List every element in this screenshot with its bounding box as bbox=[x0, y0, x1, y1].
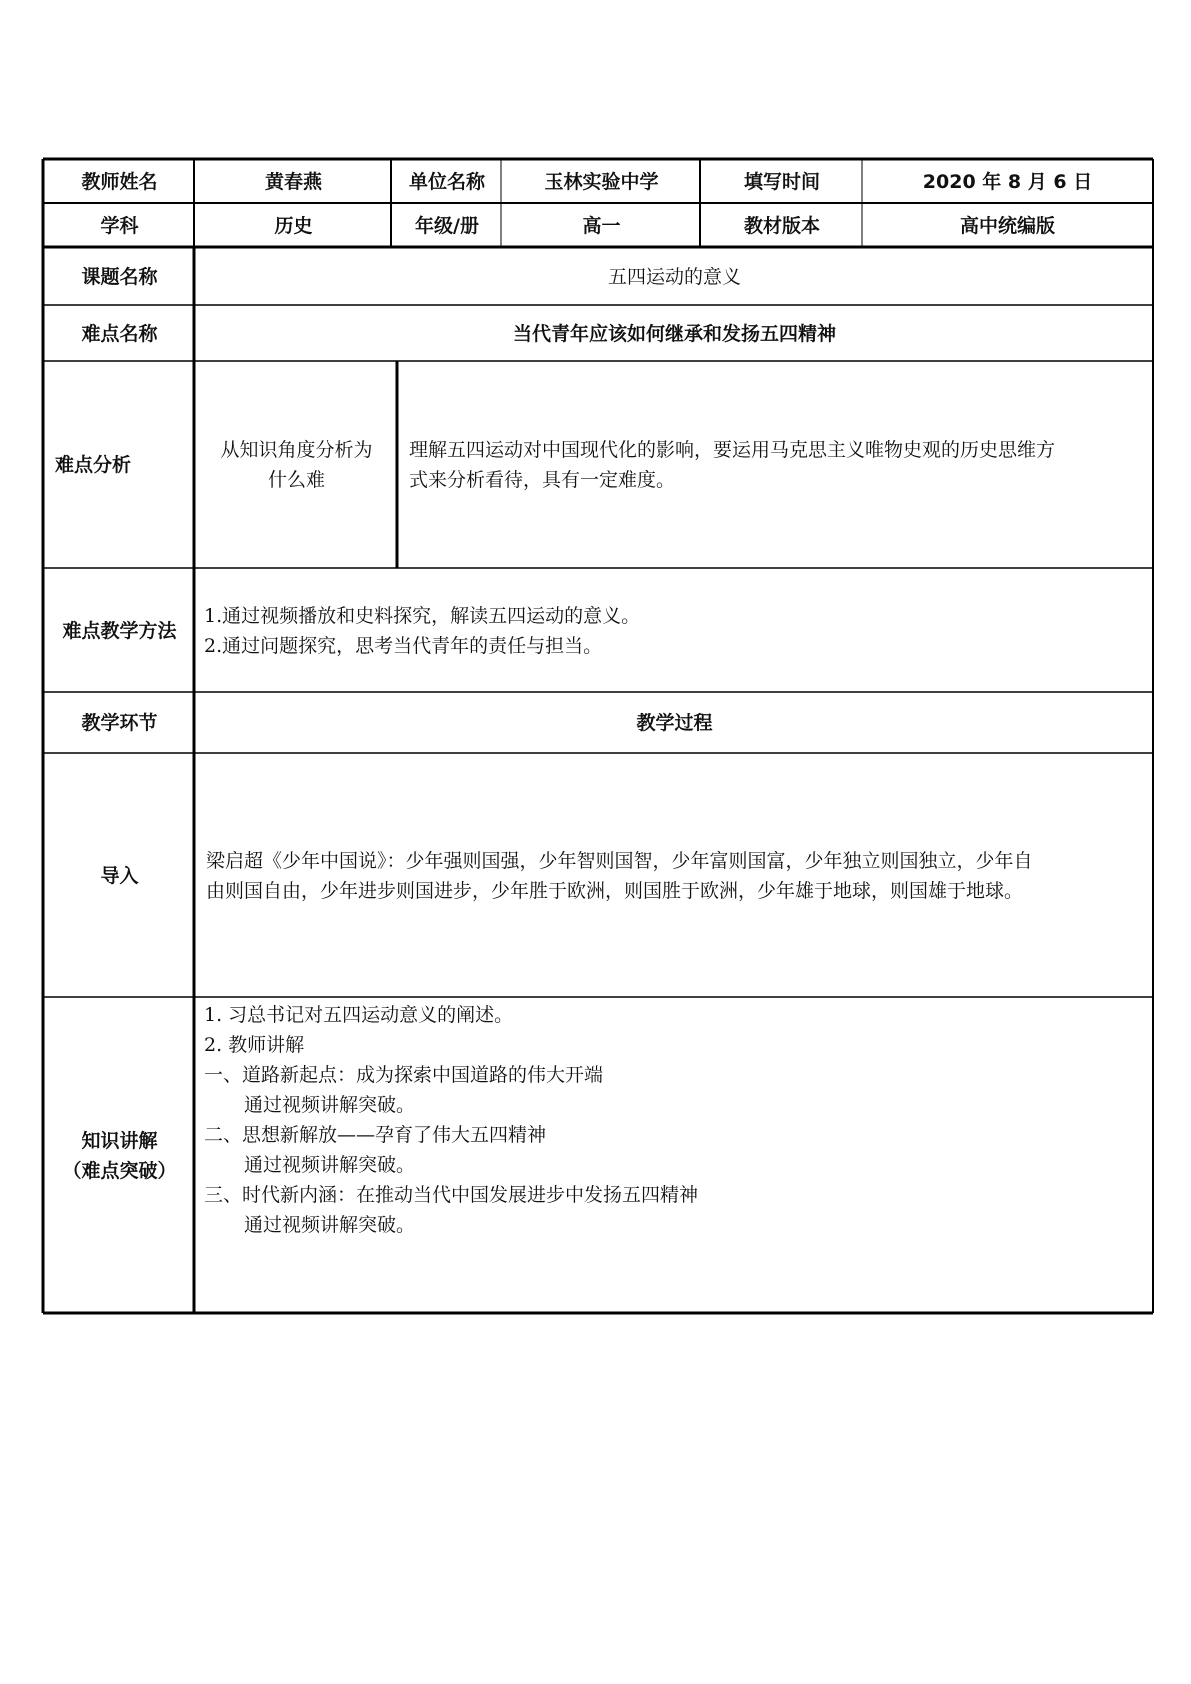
analysis-text-line: 理解五四运动对中国现代化的影响，要运用马克思主义唯物史观的历史思维方 bbox=[409, 439, 1056, 461]
knowledge-text bbox=[196, 1000, 1153, 1260]
fill-date-label: 填写时间 bbox=[743, 171, 820, 193]
methods-line: 2.通过问题探究，思考当代青年的责任与担当。 bbox=[204, 634, 603, 657]
teacher-name-value: 黄春燕 bbox=[264, 171, 322, 193]
analysis-text-line: 式来分析看待，具有一定难度。 bbox=[409, 469, 676, 491]
subject-value: 历史 bbox=[274, 214, 313, 237]
knowledge-label-line: （难点突破） bbox=[62, 1159, 177, 1182]
methods-text bbox=[196, 569, 1153, 692]
grade-value: 高一 bbox=[582, 214, 621, 237]
knowledge-line: 一、道路新起点：成为探索中国道路的伟大开端 bbox=[204, 1064, 604, 1086]
unit-name-label: 单位名称 bbox=[408, 171, 485, 193]
teaching-stage-header: 教学环节 bbox=[81, 712, 158, 734]
unit-name-value: 玉林实验中学 bbox=[544, 171, 659, 193]
subject-label: 学科 bbox=[100, 214, 139, 237]
knowledge-line: 通过视频讲解突破。 bbox=[244, 1154, 416, 1176]
knowledge-line: 二、思想新解放——孕育了伟大五四精神 bbox=[204, 1124, 547, 1146]
methods-line: 1.通过视频播放和史料探究，解读五四运动的意义。 bbox=[204, 604, 641, 627]
analysis-sublabel bbox=[196, 362, 397, 568]
textbook-edition-label: 教材版本 bbox=[743, 214, 820, 237]
analysis-sublabel-line: 从知识角度分析为 bbox=[220, 439, 373, 461]
knowledge-line: 通过视频讲解突破。 bbox=[244, 1214, 416, 1236]
difficulty-label: 难点名称 bbox=[81, 322, 158, 345]
teaching-process-header: 教学过程 bbox=[636, 712, 713, 734]
knowledge-label bbox=[45, 998, 194, 1313]
intro-label: 导入 bbox=[100, 864, 139, 887]
fill-date-value: 2020 年 8 月 6 日 bbox=[922, 171, 1093, 193]
topic-label: 课题名称 bbox=[81, 266, 158, 288]
teacher-name-label: 教师姓名 bbox=[81, 171, 158, 193]
intro-text bbox=[196, 754, 1153, 997]
analysis-sublabel-line: 什么难 bbox=[267, 469, 325, 491]
topic-value: 五四运动的意义 bbox=[607, 266, 741, 288]
intro-line: 由则国自由，少年进步则国进步，少年胜于欧洲，则国胜于欧洲，少年雄于地球，则国雄于地球。 bbox=[206, 879, 1024, 902]
knowledge-line: 三、时代新内涵：在推动当代中国发展进步中发扬五四精神 bbox=[204, 1184, 699, 1206]
knowledge-line: 通过视频讲解突破。 bbox=[244, 1094, 416, 1116]
knowledge-label-line: 知识讲解 bbox=[81, 1129, 158, 1152]
methods-label: 难点教学方法 bbox=[62, 619, 177, 642]
grade-label: 年级/册 bbox=[415, 214, 479, 237]
knowledge-line: 1. 习总书记对五四运动意义的阐述。 bbox=[204, 1004, 514, 1026]
analysis-text bbox=[399, 362, 1153, 568]
difficulty-value: 当代青年应该如何继承和发扬五四精神 bbox=[512, 322, 836, 345]
analysis-label: 难点分析 bbox=[55, 454, 132, 476]
knowledge-line: 2. 教师讲解 bbox=[204, 1034, 305, 1056]
textbook-edition-value: 高中统编版 bbox=[959, 214, 1055, 237]
intro-line: 梁启超《少年中国说》：少年强则国强，少年智则国智，少年富则国富，少年独立则国独立，少年自 bbox=[206, 849, 1033, 872]
